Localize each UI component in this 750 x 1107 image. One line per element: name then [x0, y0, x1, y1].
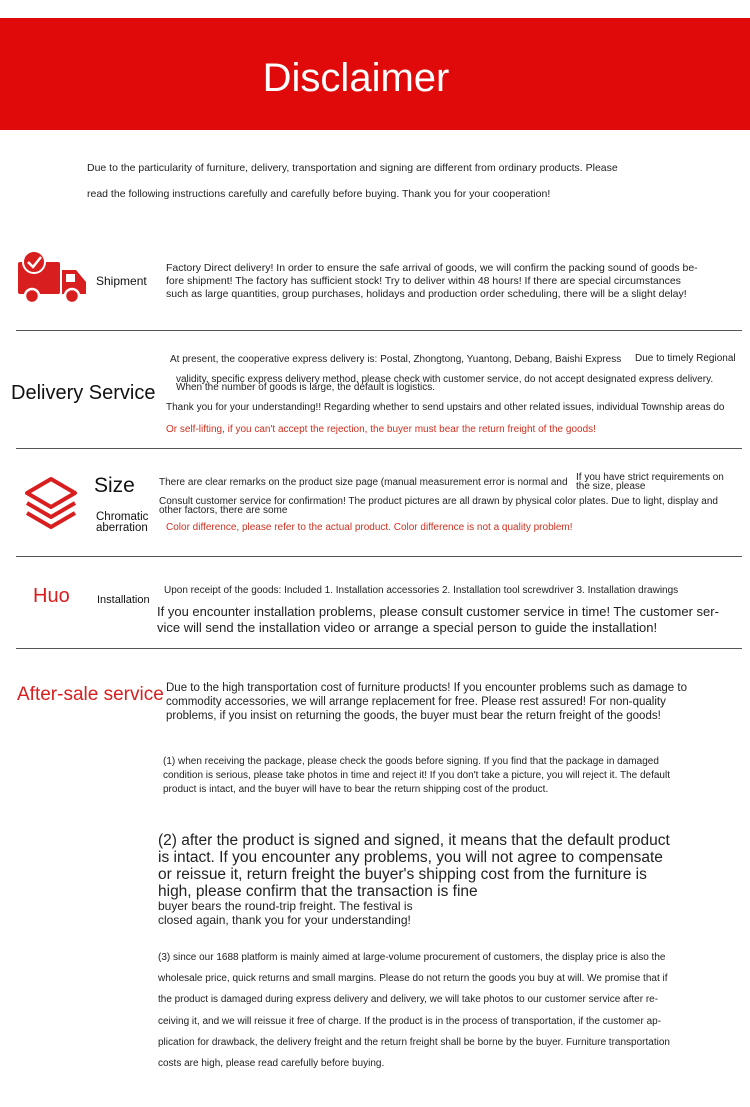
section-divider: [16, 330, 742, 331]
after-sale-point-3-line-5: plication for drawback, the delivery freight and the return freight shall be borne by the buyer. Furniture transportation: [158, 1037, 670, 1048]
size-line-2: Consult customer service for confirmation! The product pictures are all drawn by physical color plates. Due to light, display and: [159, 496, 718, 507]
installation-line-1: Upon receipt of the goods: Included 1. Installation accessories 2. Installation tool screwdriver 3. Installation drawings: [164, 585, 679, 596]
delivery-line-1: At present, the cooperative express delivery is: Postal, Zhongtong, Yuantong, Debang, Baishi Express: [170, 354, 622, 365]
size-sublabel-1: Chromatic: [96, 511, 149, 523]
after-sale-point-3-line-3: the product is damaged during express delivery and delivery, we will take photos to our customer service after re-: [158, 994, 659, 1005]
delivery-truck-icon: [16, 250, 88, 308]
delivery-line-4: Or self-lifting, if you can't accept the rejection, the buyer must bear the return freight of the goods!: [166, 424, 596, 435]
size-sublabel-2: aberration: [96, 522, 148, 534]
after-sale-point-2b-line-2: closed again, thank you for your understanding!: [158, 913, 411, 927]
size-line-3: Color difference, please refer to the actual product. Color difference is not a quality problem!: [166, 522, 573, 533]
after-sale-point-1-line-3: product is intact, and the buyer will have to bear the return shipping cost of the product.: [163, 784, 549, 795]
after-sale-point-2-line-1: (2) after the product is signed and signed, it means that the default product: [158, 832, 670, 849]
size-line-1: There are clear remarks on the product size page (manual measurement error is normal and: [159, 477, 568, 488]
delivery-line-1-side: Due to timely Regional: [635, 353, 736, 364]
shipment-label: Shipment: [96, 274, 147, 288]
after-sale-point-3-line-4: ceiving it, and we will reissue it free of charge. If the product is in the process of transportation, if the customer ap-: [158, 1016, 662, 1027]
size-line-2b: other factors, there are some: [159, 505, 288, 516]
after-sale-label: After-sale service: [17, 684, 164, 705]
installation-line-3: vice will send the installation video or arrange a special person to guide the installation!: [157, 620, 658, 635]
after-sale-point-2-line-3: or reissue it, return freight the buyer's shipping cost from the furniture is: [158, 866, 647, 883]
installation-line-2: If you encounter installation problems, please consult customer service in time! The customer ser-: [157, 604, 719, 619]
layers-icon: [24, 476, 78, 530]
after-sale-point-2-line-4: high, please confirm that the transaction is fine: [158, 883, 478, 900]
delivery-line-2b: When the number of goods is large, the default is logistics.: [176, 382, 436, 393]
delivery-service-label: Delivery Service: [11, 382, 156, 404]
shipment-line-1: Factory Direct delivery! In order to ensure the safe arrival of goods, we will confirm the packing sound of goods be-: [166, 262, 698, 274]
shipment-line-3: such as large quantities, group purchases, holidays and production order scheduling, there will be a slight delay!: [166, 288, 687, 300]
after-sale-main-2: commodity accessories, we will arrange replacement for free. Please rest assured! For non-quality: [166, 696, 666, 708]
after-sale-point-1-line-2: condition is serious, please take photos in time and reject it! If you don't take a picture, you will reject it. The default: [163, 770, 670, 781]
size-line-1-side-1: If you have strict requirements on: [576, 472, 724, 483]
intro-line-1: Due to the particularity of furniture, delivery, transportation and signing are different from ordinary products. Please: [87, 162, 618, 174]
after-sale-point-2b-line-1: buyer bears the round-trip freight. The festival is: [158, 899, 413, 913]
after-sale-point-2-line-2: is intact. If you encounter any problems, you will not agree to compensate: [158, 849, 663, 866]
section-divider: [16, 448, 742, 449]
after-sale-main-1: Due to the high transportation cost of furniture products! If you encounter problems such as damage to: [166, 682, 687, 694]
after-sale-point-3-line-2: wholesale price, quick returns and small margins. Please do not return the goods you buy at will. We promise that if: [158, 973, 668, 984]
intro-line-2: read the following instructions carefully and carefully before buying. Thank you for your cooperation!: [87, 188, 551, 200]
delivery-line-2: validity, specific express delivery method, please check with customer service, do not accept designated express delivery.: [176, 374, 714, 385]
after-sale-point-3-line-6: costs are high, please read carefully before buying.: [158, 1058, 385, 1069]
page-title: Disclaimer: [262, 56, 450, 100]
installation-red-label: Huo: [33, 585, 70, 607]
section-divider: [16, 556, 742, 557]
size-label: Size: [94, 474, 135, 497]
shipment-line-2: fore shipment! The factory has sufficient stock! Try to deliver within 48 hours! If there are special circumstances: [166, 275, 681, 287]
section-divider: [16, 648, 742, 649]
delivery-line-3: Thank you for your understanding!! Regarding whether to send upstairs and other related issues, individual Township areas do: [166, 402, 725, 413]
installation-label: Installation: [97, 594, 150, 606]
after-sale-point-1-line-1: (1) when receiving the package, please check the goods before signing. If you find that the package in damaged: [163, 756, 659, 767]
after-sale-point-3-line-1: (3) since our 1688 platform is mainly aimed at large-volume procurement of customers, the display price is also the: [158, 952, 666, 963]
after-sale-main-3: problems, if you insist on returning the goods, the buyer must bear the return freight of the goods!: [166, 710, 661, 722]
size-line-1-side-2: the size, please: [576, 481, 646, 492]
